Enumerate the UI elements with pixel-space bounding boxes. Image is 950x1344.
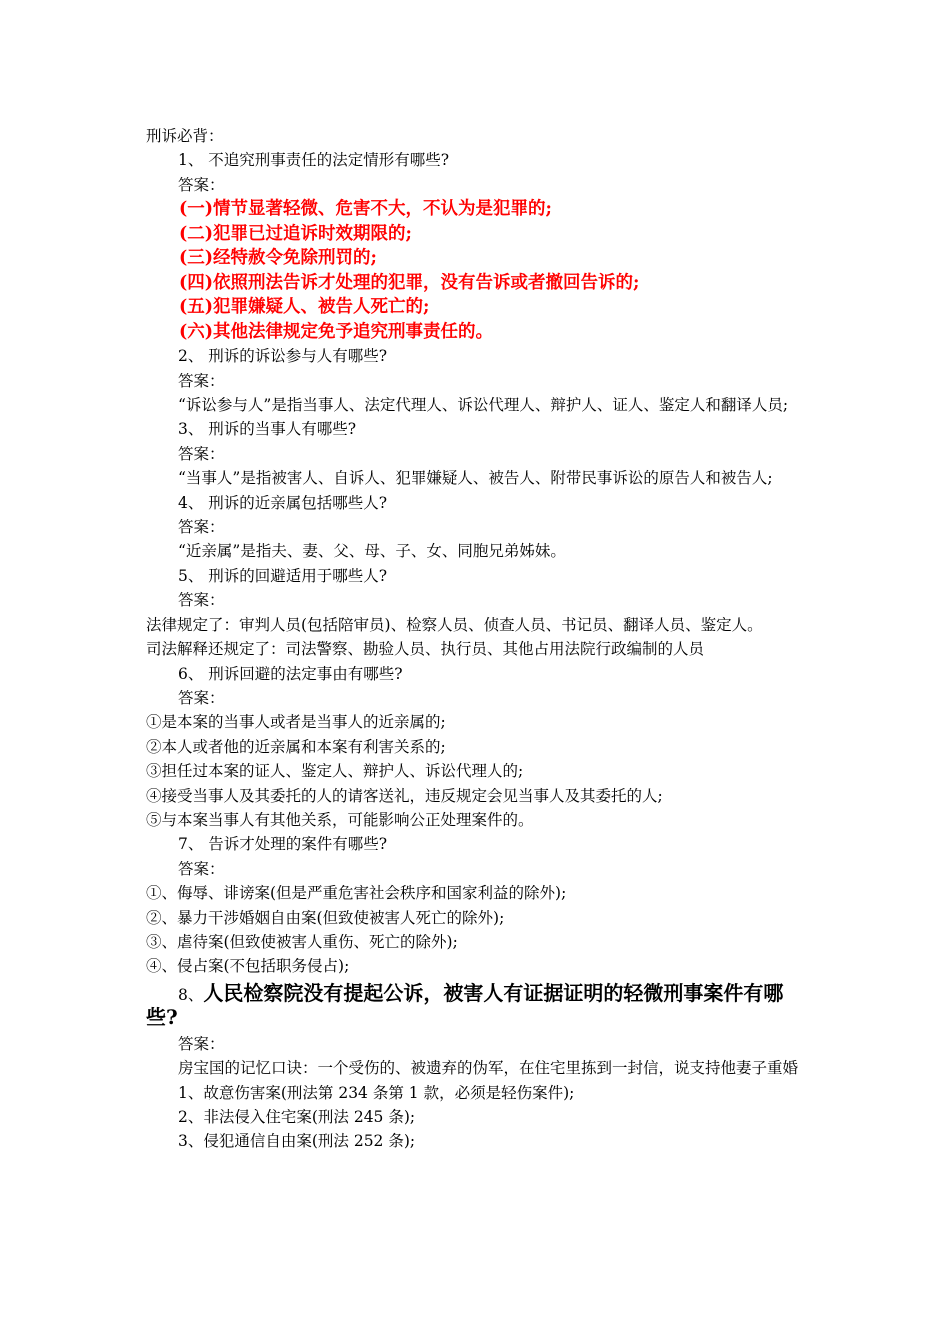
list-item: 1、故意伤害案(刑法第 234 条第 1 款，必须是轻伤案件);	[178, 1083, 575, 1102]
answer-label: 答案：	[178, 1034, 225, 1053]
doc-title: 刑诉必背：	[146, 127, 224, 145]
list-item: 2、非法侵入住宅案(刑法 245 条);	[178, 1108, 416, 1126]
question-8-number: 8、	[178, 985, 204, 1004]
question-4: 4、 刑诉的近亲属包括哪些人?	[178, 493, 388, 512]
question-3: 3、 刑诉的当事人有哪些?	[178, 420, 357, 439]
red-answer-item: (五)犯罪嫌疑人、被告人死亡的;	[179, 297, 430, 318]
answer-paragraph: 司法解释还规定了：司法警察、勘验人员、执行员、其他占用法院行政编制的人员	[146, 640, 705, 659]
question-6: 6、 刑诉回避的法定事由有哪些?	[178, 664, 403, 683]
list-item: 3、侵犯通信自由案(刑法 252 条);	[178, 1132, 416, 1151]
red-answer-item: (三)经特赦令免除刑罚的;	[179, 248, 378, 269]
mnemonic-paragraph: 房宝国的记忆口诀：一个受伤的、被遗弃的伪军，在住宅里拣到一封信，说支持他妻子重婚	[178, 1059, 799, 1078]
red-answer-item: (一)情节显著轻微、危害不大，不认为是犯罪的;	[179, 199, 553, 220]
answer-label: 答案：	[178, 444, 225, 463]
answer-label: 答案：	[178, 175, 225, 194]
answer-label: 答案：	[178, 371, 225, 390]
answer-label: 答案：	[178, 859, 225, 878]
list-item: ②、暴力干涉婚姻自由案(但致使被害人死亡的除外);	[146, 908, 505, 927]
answer-paragraph: 法律规定了：审判人员(包括陪审员)、检察人员、侦查人员、书记员、翻译人员、鉴定人。	[146, 615, 763, 634]
answer-label: 答案：	[178, 688, 225, 707]
list-item: ①是本案的当事人或者是当事人的近亲属的;	[146, 713, 446, 732]
answer-label: 答案：	[178, 591, 225, 610]
question-1: 1、 不追究刑事责任的法定情形有哪些?	[178, 151, 450, 170]
answer-paragraph: “诉讼参与人”是指当事人、法定代理人、诉讼代理人、辩护人、证人、鉴定人和翻译人员;	[178, 396, 789, 415]
answer-paragraph: “近亲属”是指夫、妻、父、母、子、女、同胞兄弟姊妹。	[178, 542, 566, 561]
document-body	[146, 124, 814, 1154]
list-item: ⑤与本案当事人有其他关系，可能影响公正处理案件的。	[146, 810, 534, 829]
list-item: ③、虐待案(但致使被害人重伤、死亡的除外);	[146, 932, 458, 951]
question-8	[146, 982, 814, 1030]
answer-label: 答案：	[178, 518, 225, 537]
question-8-text: 人民检察院没有提起公诉，被害人有证据证明的轻微刑事案件有哪些?	[146, 980, 784, 1029]
question-5: 5、 刑诉的回避适用于哪些人?	[178, 566, 388, 585]
red-answer-item: (二)犯罪已过追诉时效期限的;	[179, 223, 413, 244]
list-item: ③担任过本案的证人、鉴定人、辩护人、诉讼代理人的;	[146, 762, 524, 781]
question-2: 2、 刑诉的诉讼参与人有哪些?	[178, 347, 388, 366]
list-item: ①、侮辱、诽谤案(但是严重危害社会秩序和国家利益的除外);	[146, 884, 567, 903]
answer-paragraph: “当事人”是指被害人、自诉人、犯罪嫌疑人、被告人、附带民事诉讼的原告人和被告人;	[178, 469, 773, 488]
question-7: 7、 告诉才处理的案件有哪些?	[178, 835, 388, 854]
list-item: ②本人或者他的近亲属和本案有利害关系的;	[146, 737, 446, 756]
list-item: ④接受当事人及其委托的人的请客送礼，违反规定会见当事人及其委托的人;	[146, 786, 663, 805]
red-answer-item: (四)依照刑法告诉才处理的犯罪，没有告诉或者撤回告诉的;	[179, 272, 640, 293]
red-answer-item: (六)其他法律规定免予追究刑事责任的。	[179, 321, 494, 342]
list-item: ④、侵占案(不包括职务侵占);	[146, 957, 350, 976]
